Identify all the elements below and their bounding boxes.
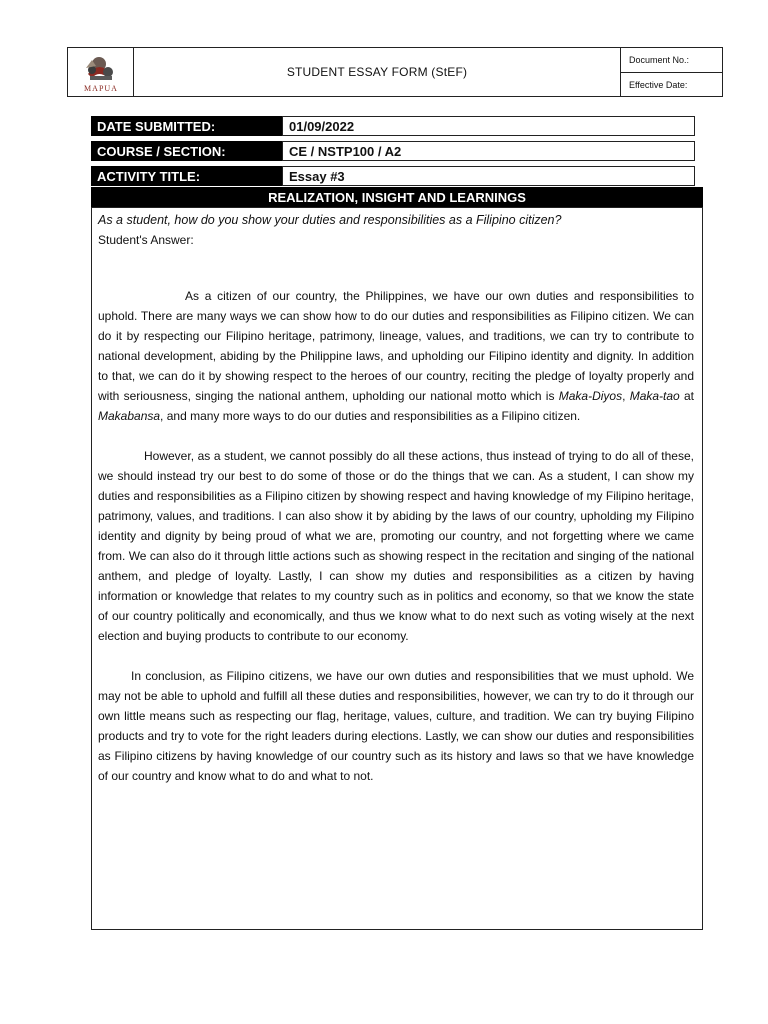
logo-cell bbox=[68, 48, 134, 96]
activity-row bbox=[91, 166, 695, 186]
course-label: COURSE / SECTION: bbox=[91, 141, 282, 161]
date-row bbox=[91, 116, 695, 136]
essay-question: As a student, how do you show your duties and responsibilities as a Filipino citizen? bbox=[98, 213, 562, 227]
document-no-label: Document No.: bbox=[621, 48, 722, 73]
motto-makabansa: Makabansa bbox=[98, 409, 161, 423]
paragraph-3: In conclusion, as Filipino citizens, we have our own duties and responsibilities that we must uphold. We may not be able to uphold and fulfill all these duties and responsibilities, however, we can try to do it through our own little means such as respecting our flag, heritage, values, culture, and tradition. We can try buying Filipino products and try to vote for the right leaders during elections. Lastly, we can show our duties and responsibilities as Filipino citizens by having knowledge of our country such as its history and laws so that we have knowledge of our country and know what to do and what to not. bbox=[98, 669, 694, 783]
section-title: REALIZATION, INSIGHT AND LEARNINGS bbox=[91, 187, 703, 207]
motto-maka-tao: Maka-tao bbox=[629, 389, 680, 403]
effective-date-label: Effective Date: bbox=[629, 80, 688, 90]
form-title: STUDENT ESSAY FORM (StEF) bbox=[134, 48, 621, 96]
date-label: DATE SUBMITTED: bbox=[91, 116, 282, 136]
mapua-logo-icon bbox=[68, 48, 134, 96]
activity-value: Essay #3 bbox=[282, 166, 695, 186]
meta-cell bbox=[621, 48, 722, 96]
paragraph-1-text-b: , and many more ways to do our duties and responsibilities as a Filipino citizen. bbox=[160, 409, 581, 423]
course-value: CE / NSTP100 / A2 bbox=[282, 141, 695, 161]
paragraph-2: However, as a student, we cannot possibly do all these actions, thus instead of trying to do all of these, we should instead try our best to do some of those or do the things that we can. As a student, I can show my duties and responsibilities as a Filipino citizen by showing respect and having knowledge of my Filipino heritage, patrimony, values, and traditions. I can also show it by abiding by the laws of our country, upholding my Filipino identity and dignity by being proud of what we are, promoting our country, and not forgetting where we came from. We can also do it through little actions such as showing respect in the recitation and singing of the national anthem, and pledge of loyalty. Lastly, I can show my duties and responsibilities as a citizen by having information or knowledge that relates to my country such as in politics and economy, so that we know the state of our country politically and economically, and thus we know what to do next such as voting wisely at the next election and buying products to contribute to our economy. bbox=[98, 449, 694, 643]
answer-label: Student's Answer: bbox=[98, 233, 194, 247]
essay-box bbox=[91, 207, 703, 930]
logo-text: MAPUA bbox=[84, 84, 118, 93]
essay-body bbox=[98, 286, 694, 806]
activity-label: ACTIVITY TITLE: bbox=[91, 166, 282, 186]
paragraph-1-text-a: As a citizen of our country, the Philippines, we have our own duties and responsibilities to uphold. There are many ways we can show how to do our duties and responsibilities as Filipino citizen. We can do it by respecting our Filipino heritage, patrimony, lineage, values, and traditions, we can try to contribute to national development, abiding by the Philippine laws, and upholding our Filipino identity and dignity. In addition to that, we can do it by showing respect to the heroes of our country, reciting the pledge of loyalty properly and with seriousness, singing the national anthem, upholding our national motto which is bbox=[98, 289, 694, 403]
motto-maka-diyos: Maka-Diyos bbox=[558, 389, 623, 403]
date-value: 01/09/2022 bbox=[282, 116, 695, 136]
paragraph-1 bbox=[98, 286, 694, 426]
motto-separator-2: at bbox=[679, 389, 695, 403]
motto-separator-1: , bbox=[622, 389, 630, 403]
course-row bbox=[91, 141, 695, 161]
form-header bbox=[67, 47, 723, 97]
